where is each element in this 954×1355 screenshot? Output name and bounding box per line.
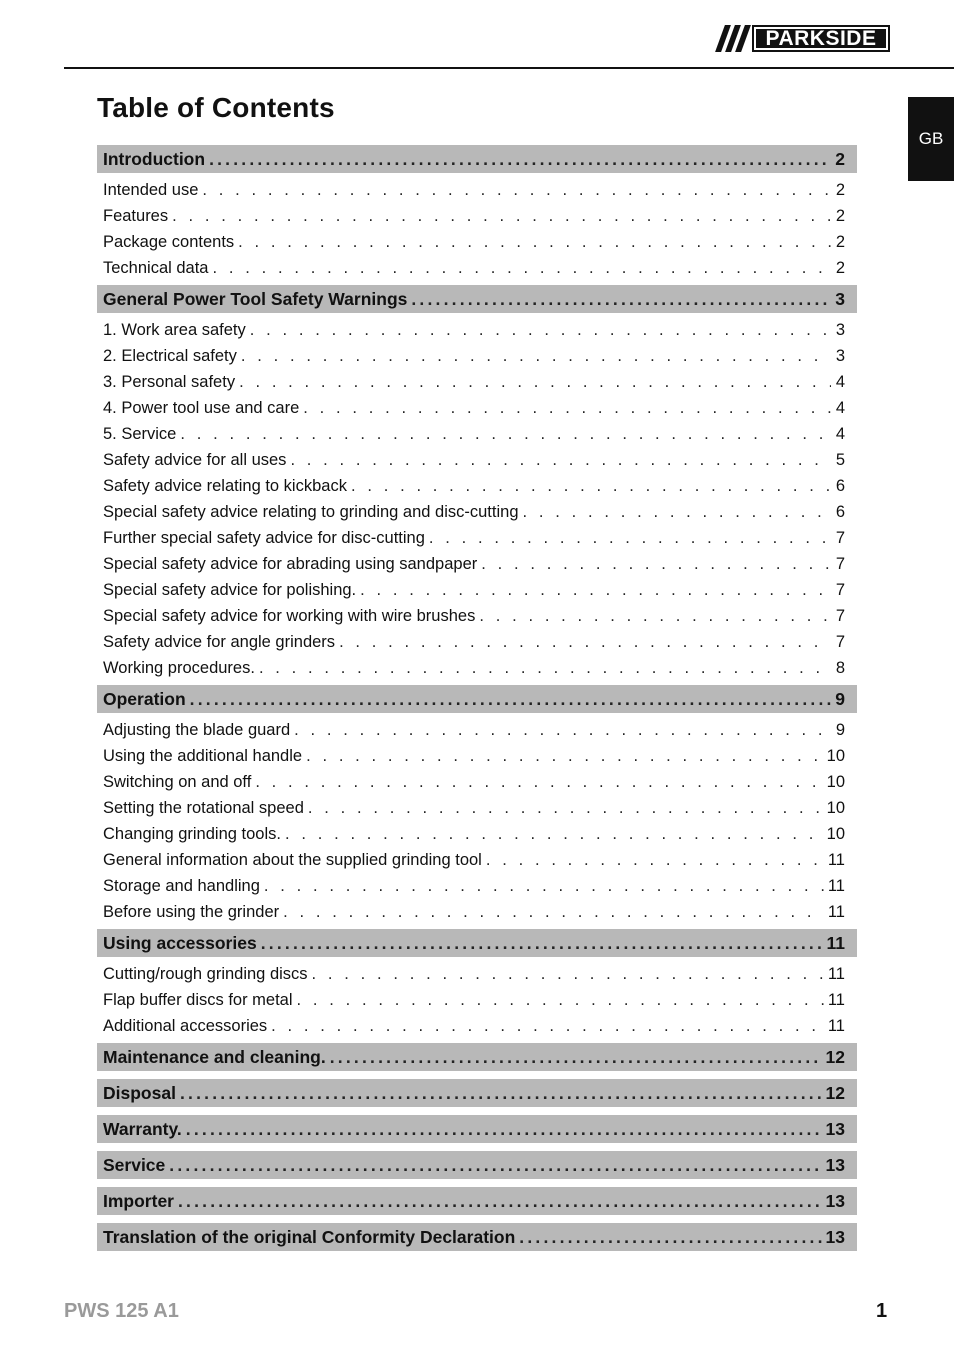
- leader-dots: [486, 851, 824, 870]
- entry-page: 2: [835, 258, 845, 277]
- toc-entry[interactable]: [97, 961, 857, 987]
- leader-dots: [178, 1191, 822, 1212]
- parkside-logo: [716, 25, 890, 52]
- leader-dots: [271, 1017, 824, 1036]
- entry-page: 10: [826, 746, 845, 765]
- leader-dots: [255, 773, 822, 792]
- toc-entry[interactable]: [97, 551, 857, 577]
- entry-page: 7: [835, 528, 845, 547]
- toc-section-header[interactable]: [97, 1223, 857, 1251]
- toc-section: [97, 1079, 857, 1107]
- leader-dots: [239, 373, 831, 392]
- toc-section: [97, 1043, 857, 1071]
- toc-section: [97, 285, 857, 681]
- toc-entry[interactable]: [97, 987, 857, 1013]
- toc-section-header[interactable]: [97, 145, 857, 173]
- section-title: Introduction: [103, 148, 206, 169]
- toc-entry[interactable]: [97, 769, 857, 795]
- entry-page: 11: [827, 1016, 845, 1035]
- entry-page: 10: [826, 798, 845, 817]
- entry-title: Intended use: [103, 180, 199, 199]
- leader-dots: [303, 399, 831, 418]
- toc-entry[interactable]: [97, 177, 857, 203]
- entry-page: 7: [835, 632, 845, 651]
- entry-title: Additional accessories: [103, 1016, 268, 1035]
- section-page: 13: [825, 1118, 845, 1139]
- entry-page: 2: [835, 180, 845, 199]
- logo-wordmark: PARKSIDE: [752, 25, 890, 52]
- entry-title: Storage and handling: [103, 876, 260, 895]
- entry-title: Cutting/rough grinding discs: [103, 964, 308, 983]
- toc-entry[interactable]: [97, 743, 857, 769]
- section-page: 13: [825, 1226, 845, 1247]
- toc-section-header[interactable]: [97, 685, 857, 713]
- section-title: Using accessories: [103, 932, 257, 953]
- toc-entry[interactable]: [97, 203, 857, 229]
- entry-page: 9: [835, 720, 845, 739]
- entry-title: Technical data: [103, 258, 209, 277]
- toc-entry[interactable]: [97, 899, 857, 925]
- leader-dots: [523, 503, 832, 522]
- entry-title: Adjusting the blade guard: [103, 720, 291, 739]
- section-title: Warranty.: [103, 1118, 182, 1139]
- leader-dots: [481, 555, 831, 574]
- toc-entry[interactable]: [97, 499, 857, 525]
- leader-dots: [190, 689, 831, 710]
- leader-dots: [306, 747, 823, 766]
- toc-entry[interactable]: [97, 473, 857, 499]
- toc-entry[interactable]: [97, 317, 857, 343]
- entry-page: 7: [835, 554, 845, 573]
- leader-dots: [180, 1083, 822, 1104]
- toc-section: [97, 1151, 857, 1179]
- entry-title: 5. Service: [103, 424, 177, 443]
- entry-page: 4: [835, 398, 845, 417]
- leader-dots: [297, 991, 824, 1010]
- entry-title: Working procedures.: [103, 658, 255, 677]
- leader-dots: [209, 149, 831, 170]
- header-rule: [64, 67, 954, 69]
- entry-title: Special safety advice for working with wire brushes: [103, 606, 476, 625]
- entry-title: Safety advice relating to kickback: [103, 476, 347, 495]
- entry-title: Setting the rotational speed: [103, 798, 304, 817]
- entry-title: 4. Power tool use and care: [103, 398, 300, 417]
- entry-title: Special safety advice relating to grinding and disc-cutting: [103, 502, 519, 521]
- leader-dots: [294, 721, 831, 740]
- toc-entry[interactable]: [97, 655, 857, 681]
- entry-page: 11: [827, 990, 845, 1009]
- entry-title: Safety advice for all uses: [103, 450, 287, 469]
- logo-stripes: [716, 25, 752, 52]
- leader-dots: [285, 825, 823, 844]
- entry-title: 3. Personal safety: [103, 372, 236, 391]
- toc-section-header[interactable]: [97, 929, 857, 957]
- entry-title: Changing grinding tools.: [103, 824, 281, 843]
- entry-title: Further special safety advice for disc-cutting: [103, 528, 425, 547]
- toc-entry[interactable]: [97, 369, 857, 395]
- section-page: 9: [835, 688, 845, 709]
- toc-section: [97, 929, 857, 1039]
- toc-entry[interactable]: [97, 525, 857, 551]
- footer-model-number: PWS 125 A1: [64, 1300, 179, 1322]
- entry-title: Flap buffer discs for metal: [103, 990, 293, 1009]
- toc-section-header[interactable]: [97, 1115, 857, 1143]
- page-title: Table of Contents: [97, 92, 335, 123]
- entry-page: 2: [835, 206, 845, 225]
- entry-title: Before using the grinder: [103, 902, 280, 921]
- entry-page: 3: [835, 320, 845, 339]
- leader-dots: [312, 965, 824, 984]
- toc-section: [97, 145, 857, 281]
- entry-page: 7: [835, 606, 845, 625]
- toc-section: [97, 685, 857, 925]
- section-title: Disposal: [103, 1082, 176, 1103]
- section-page: 2: [835, 148, 845, 169]
- toc-entry[interactable]: [97, 1013, 857, 1039]
- toc-section: [97, 1115, 857, 1143]
- section-page: 12: [825, 1046, 845, 1067]
- table-of-contents: [97, 145, 857, 1259]
- toc-section: [97, 1187, 857, 1215]
- leader-dots: [186, 1119, 822, 1140]
- leader-dots: [264, 877, 824, 896]
- toc-section-header[interactable]: [97, 1151, 857, 1179]
- leader-dots: [261, 933, 823, 954]
- toc-section: [97, 1223, 857, 1251]
- leader-dots: [241, 347, 831, 366]
- entry-title: Special safety advice for abrading using sandpaper: [103, 554, 478, 573]
- entry-page: 5: [835, 450, 845, 469]
- toc-entry[interactable]: [97, 577, 857, 603]
- entry-page: 11: [827, 850, 845, 869]
- toc-entry[interactable]: [97, 603, 857, 629]
- toc-entry[interactable]: [97, 343, 857, 369]
- leader-dots: [172, 207, 831, 226]
- entry-page: 6: [835, 502, 845, 521]
- entry-title: Package contents: [103, 232, 235, 251]
- toc-entry[interactable]: [97, 255, 857, 281]
- leader-dots: [202, 181, 831, 200]
- leader-dots: [360, 581, 831, 600]
- leader-dots: [429, 529, 831, 548]
- entry-page: 3: [835, 346, 845, 365]
- entry-page: 10: [826, 772, 845, 791]
- leader-dots: [411, 289, 831, 310]
- leader-dots: [180, 425, 831, 444]
- leader-dots: [169, 1155, 821, 1176]
- entry-page: 4: [835, 372, 845, 391]
- leader-dots: [339, 633, 831, 652]
- entry-title: General information about the supplied grinding tool: [103, 850, 482, 869]
- leader-dots: [259, 659, 831, 678]
- entry-page: 2: [835, 232, 845, 251]
- toc-entry[interactable]: [97, 717, 857, 743]
- toc-entry[interactable]: [97, 629, 857, 655]
- toc-section-header[interactable]: [97, 1079, 857, 1107]
- language-tab: GB: [908, 97, 954, 181]
- section-page: 12: [825, 1082, 845, 1103]
- leader-dots: [290, 451, 831, 470]
- toc-entry[interactable]: [97, 421, 857, 447]
- entry-page: 11: [827, 876, 845, 895]
- section-page: 13: [825, 1190, 845, 1211]
- toc-entry[interactable]: [97, 795, 857, 821]
- section-title: Operation: [103, 688, 186, 709]
- entry-page: 11: [827, 902, 845, 921]
- entry-title: Features: [103, 206, 169, 225]
- toc-entry[interactable]: [97, 847, 857, 873]
- footer-page-number: 1: [876, 1300, 888, 1322]
- toc-section-header[interactable]: [97, 1043, 857, 1071]
- section-page: 3: [835, 288, 845, 309]
- toc-section-header[interactable]: [97, 285, 857, 313]
- section-page: 13: [825, 1154, 845, 1175]
- leader-dots: [238, 233, 831, 252]
- entry-title: Safety advice for angle grinders: [103, 632, 336, 651]
- leader-dots: [283, 903, 824, 922]
- toc-entry[interactable]: [97, 229, 857, 255]
- entry-page: 7: [835, 580, 845, 599]
- entry-title: 2. Electrical safety: [103, 346, 237, 365]
- leader-dots: [351, 477, 831, 496]
- section-title: Service: [103, 1154, 166, 1175]
- leader-dots: [519, 1227, 821, 1248]
- leader-dots: [479, 607, 831, 626]
- entry-title: Special safety advice for polishing.: [103, 580, 357, 599]
- section-title: Translation of the original Conformity Declaration: [103, 1226, 516, 1247]
- section-title: Maintenance and cleaning.: [103, 1046, 326, 1067]
- section-title: General Power Tool Safety Warnings: [103, 288, 408, 309]
- leader-dots: [330, 1047, 822, 1068]
- entry-title: 1. Work area safety: [103, 320, 246, 339]
- leader-dots: [308, 799, 823, 818]
- toc-section-header[interactable]: [97, 1187, 857, 1215]
- toc-entry[interactable]: [97, 873, 857, 899]
- leader-dots: [250, 321, 831, 340]
- toc-entry[interactable]: [97, 395, 857, 421]
- entry-page: 6: [835, 476, 845, 495]
- section-page: 11: [826, 932, 845, 953]
- toc-entry[interactable]: [97, 447, 857, 473]
- entry-page: 10: [826, 824, 845, 843]
- entry-page: 11: [827, 964, 845, 983]
- toc-entry[interactable]: [97, 821, 857, 847]
- leader-dots: [213, 259, 832, 278]
- entry-title: Using the additional handle: [103, 746, 303, 765]
- entry-title: Switching on and off: [103, 772, 252, 791]
- section-title: Importer: [103, 1190, 174, 1211]
- entry-page: 4: [835, 424, 845, 443]
- entry-page: 8: [835, 658, 845, 677]
